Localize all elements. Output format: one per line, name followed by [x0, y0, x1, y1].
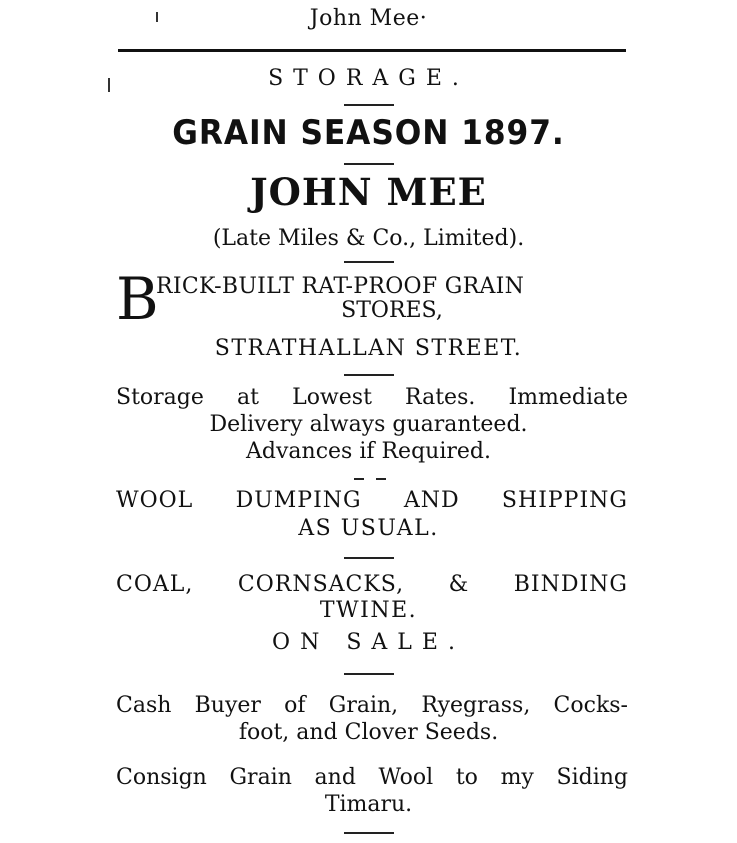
rates-line: Storage at Lowest Rates. Immediate — [116, 385, 628, 410]
divider-rule — [344, 557, 394, 559]
divider-rule — [354, 478, 364, 480]
divider-rule — [344, 163, 394, 165]
divider-rule — [344, 261, 394, 263]
drop-cap: B — [116, 265, 159, 333]
divider-rule — [344, 832, 394, 834]
formerly-line: (Late Miles & Co., Limited). — [212, 226, 525, 251]
buyer-line: foot, and Clover Seeds. — [238, 720, 499, 745]
header-name: John Mee· — [309, 6, 428, 31]
divider-rule — [344, 673, 394, 675]
coal-line: COAL, CORNSACKS, & BINDING — [116, 572, 628, 597]
proprietor-name: JOHN MEE — [250, 170, 487, 214]
divider-rule — [344, 104, 394, 106]
wool-line: AS USUAL. — [298, 516, 439, 541]
rates-line: Delivery always guaranteed. — [209, 412, 528, 437]
street-line: STRATHALLAN STREET. — [214, 336, 523, 361]
consign-line: Timaru. — [324, 792, 413, 817]
coal-line: TWINE. — [319, 598, 418, 623]
buyer-line: Cash Buyer of Grain, Ryegrass, Cocks- — [116, 693, 628, 718]
season-heading: GRAIN SEASON 1897. — [172, 113, 565, 153]
on-sale-line: ON SALE. — [272, 630, 465, 655]
storage-heading: STORAGE. — [268, 66, 469, 91]
rates-line: Advances if Required. — [246, 439, 491, 464]
consign-line: Consign Grain and Wool to my Siding — [116, 765, 628, 790]
stores-line: STORES, — [341, 298, 443, 323]
divider-rule — [344, 374, 394, 376]
wool-line: WOOL DUMPING AND SHIPPING — [116, 488, 628, 513]
stores-line: RICK-BUILT RAT-PROOF GRAIN — [156, 274, 525, 299]
divider-rule — [376, 478, 386, 480]
header-rule — [118, 49, 626, 52]
